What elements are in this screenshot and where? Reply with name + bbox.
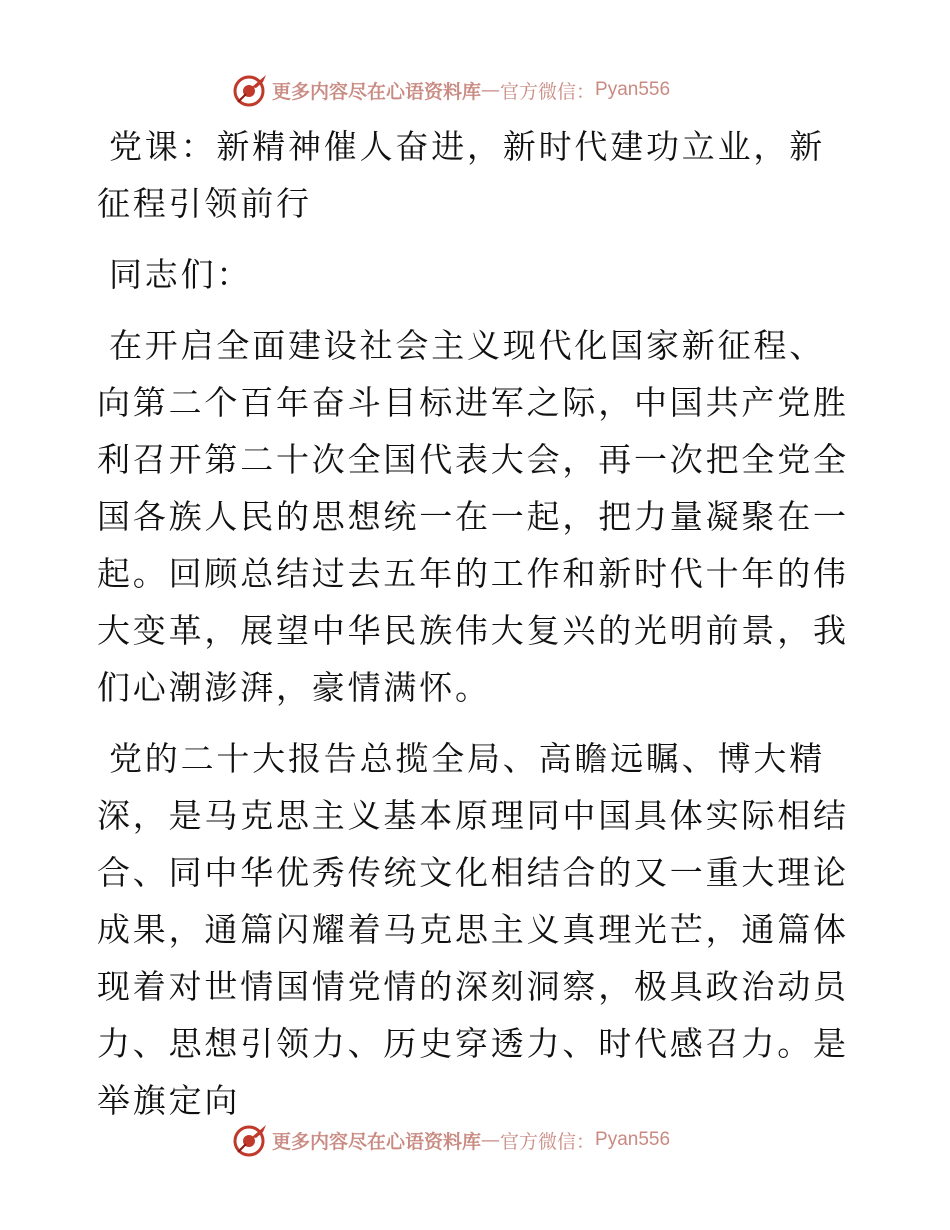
header-banner-separator: —	[481, 79, 501, 101]
paragraph-2: 党的二十大报告总揽全局、高瞻远瞩、博大精深，是马克思主义基本原理同中国具体实际相结合、同中华优秀传统文化相结合的又一重大理论成果，通篇闪耀着马克思主义真理光芒，通篇体现着对世情国情党情的深刻洞察，极具政治动员力、思想引领力、历史穿透力、时代感召力。是举旗定向	[97, 739, 849, 1120]
footer-wechat-label: 官方微信：	[500, 1130, 596, 1153]
footer-wechat-id: Pyan556	[595, 1129, 671, 1150]
header-watermark-banner	[232, 70, 670, 110]
footer-banner-text: 更多内容尽在心语资料库	[272, 1130, 482, 1153]
paragraph-1: 在开启全面建设社会主义现代化国家新征程、向第二个百年奋斗目标进军之际，中国共产党胜利召开第二十次全国代表大会，再一次把全党全国各族人民的思想统一在一起，把力量凝聚在一起。回顾总结过去五年的工作和新时代十年的伟大变革，展望中华民族伟大复兴的光明前景，我们心潮澎湃，豪情满怀。	[97, 326, 849, 707]
salutation: 同志们：	[109, 255, 253, 294]
footer-banner-separator: —	[481, 1129, 501, 1151]
document-title: 党课：新精神催人奋进，新时代建功立业，新征程引领前行	[97, 127, 825, 223]
quill-logo-icon	[232, 1122, 268, 1158]
document-body	[97, 118, 857, 1143]
quill-logo-icon	[232, 72, 268, 108]
header-wechat-id: Pyan556	[595, 79, 671, 100]
header-wechat-label: 官方微信：	[500, 80, 596, 103]
header-banner-text: 更多内容尽在心语资料库	[272, 80, 482, 103]
footer-watermark-banner	[232, 1120, 670, 1160]
